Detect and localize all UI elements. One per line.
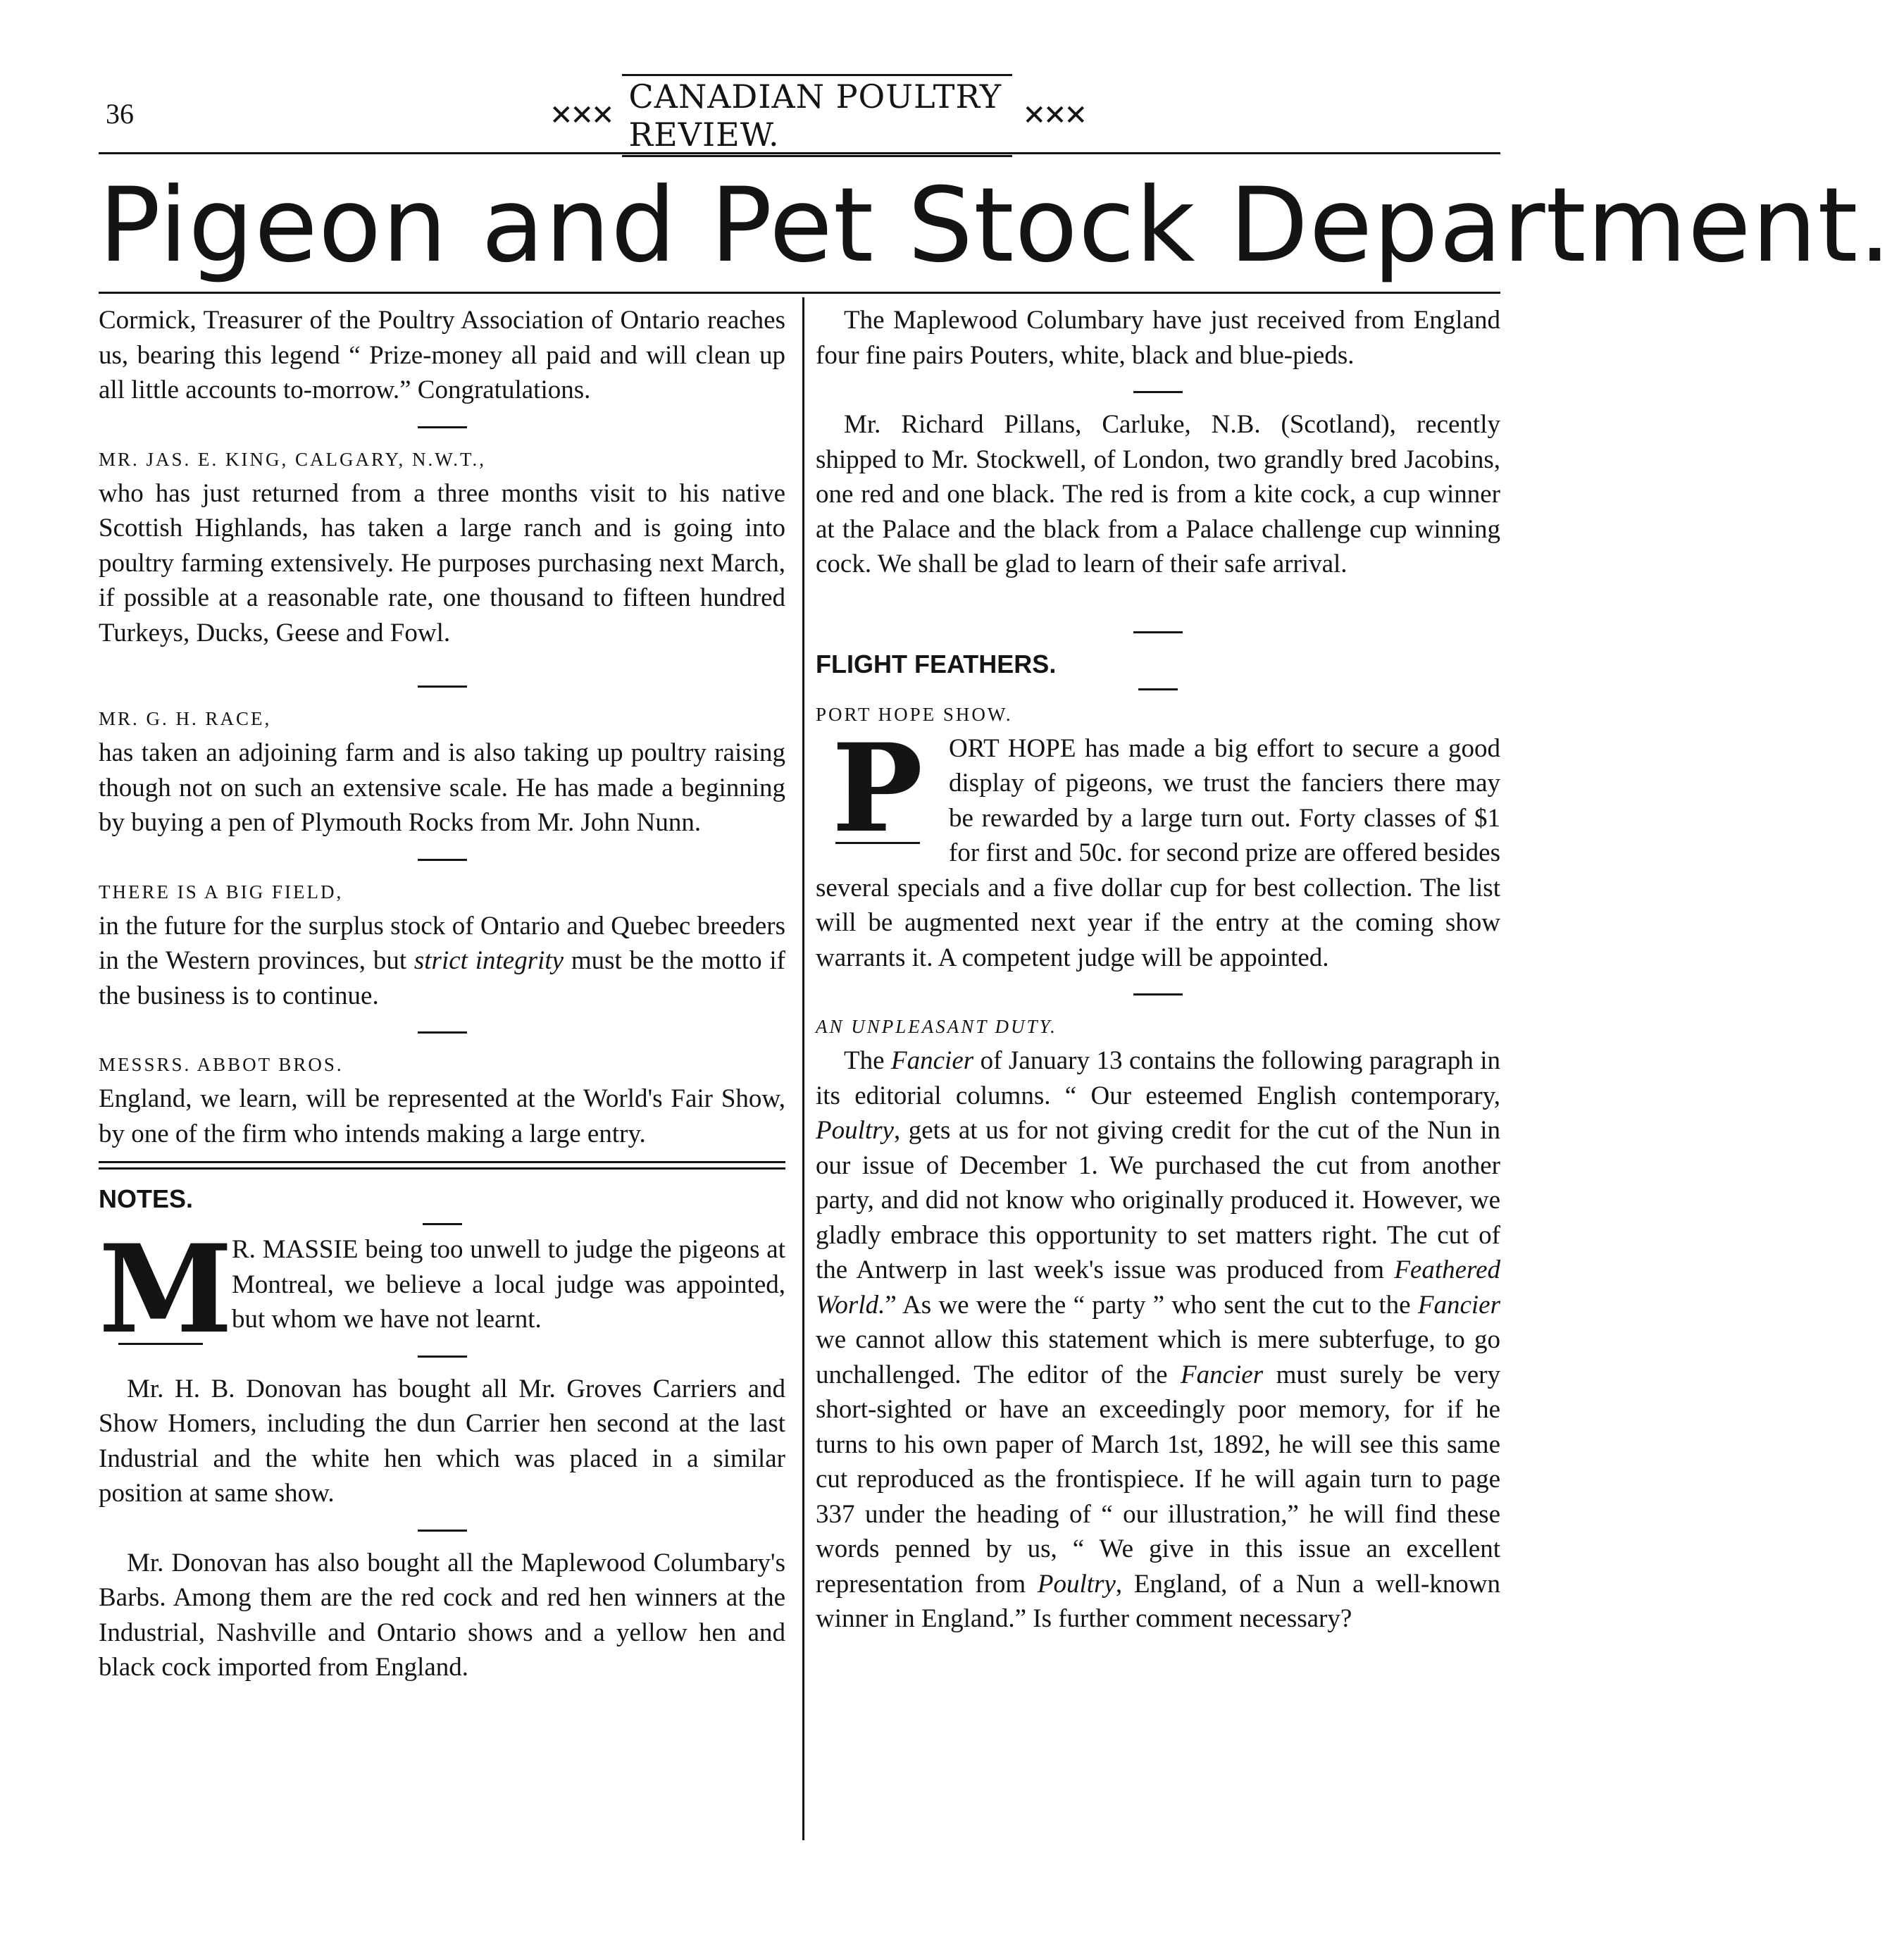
item-body-big-field: in the future for the surplus stock of Ontario and Quebec breeders in the Western provinces, but strict integrity must be the motto if the business is to continue. xyxy=(99,911,785,1010)
separator xyxy=(418,686,467,688)
item-heading-abbot: MESSRS. ABBOT BROS. xyxy=(99,1054,344,1075)
paragraph-unpleasant-duty: The Fancier of January 13 contains the following paragraph in its editorial columns. “ Our esteemed English contemporary, Poultry, gets at us for not giving credit for the cut of the Nun in our issue of December 1. We purchased the cut from another party, and did not know who originally produced it. However, we gladly embrace this opportunity to set matters right. The cut of the Antwerp in last week's issue was produced from Feathered World.” As we were the “ party ” who sent the cut to the Fancier we cannot allow this statement which is mere subterfuge, to go unchallenged. The editor of the Fancier must surely be very short-sighted or have an exceedingly poor memory, for if he turns to his own paper of March 1st, 1892, he will see this same cut reproduced as the frontispiece. If he will again turn to page 337 under the heading of “ our illustration,” he will find these words penned by us, “ We give in this issue an excellent representation from Poultry, England, of a Nun a well-known winner in England.” Is further comment necessary? xyxy=(816,1046,1500,1633)
left-column xyxy=(99,303,785,1685)
masthead-ornament-right: ✕✕✕ xyxy=(1022,99,1085,132)
separator xyxy=(1133,631,1183,633)
item-body-abbot: England, we learn, will be represented at the World's Fair Show, by one of the firm who intends making a large entry. xyxy=(99,1084,785,1148)
masthead xyxy=(549,77,1085,154)
header-top-rule xyxy=(99,152,1500,154)
separator xyxy=(418,426,467,428)
separator xyxy=(1133,993,1183,995)
department-title: Pigeon and Pet Stock Department. xyxy=(99,166,1892,285)
port-hope-heading: PORT HOPE SHOW. xyxy=(816,703,1013,725)
masthead-title: CANADIAN POULTRY REVIEW. xyxy=(622,74,1013,157)
header-bottom-rule xyxy=(99,292,1500,294)
item-heading-king: MR. JAS. E. KING, CALGARY, N.W.T., xyxy=(99,448,487,470)
masthead-ornament-left: ✕✕✕ xyxy=(549,99,612,132)
separator xyxy=(418,859,467,861)
item-body-race: has taken an adjoining farm and is also taking up poultry raising though not on such an extensive scale. He has made a beginning by buying a pen of Plymouth Rocks from Mr. John Nunn. xyxy=(99,738,785,837)
paragraph-pillans: Mr. Richard Pillans, Carluke, N.B. (Scotland), recently shipped to Mr. Stockwell, of London, two grandly bred Jacobins, one red and one black. The red is from a kite cock, a cup winner at the Palace and the black from a Palace challenge cup winning cock. We shall be glad to learn of their safe arrival. xyxy=(816,410,1500,578)
paragraph-port-hope: ORT HOPE has made a big effort to secure a good display of pigeons, we trust the fanciers there may be rewarded by a large turn out. Forty classes of $1 for first and 50c. for second prize are offered besides several specials and a five dollar cup for best collection. The list will be augmented next year if the entry at the coming show warrants it. A competent judge will be appointed. xyxy=(816,733,1500,972)
notes-paragraph-donovan: Mr. H. B. Donovan has bought all Mr. Groves Carriers and Show Homers, including the dun Carrier hen second at the last Industrial and the white hen which was placed in a similar position at same show. xyxy=(99,1374,785,1508)
notes-heading: NOTES. xyxy=(99,1184,194,1213)
separator xyxy=(423,1223,462,1225)
separator xyxy=(1138,688,1178,690)
notes-paragraph-massie: R. MASSIE being too unwell to judge the pigeons at Montreal, we believe a local judge was appointed, but whom we have not learnt. xyxy=(232,1235,785,1334)
continuation-paragraph: Cormick, Treasurer of the Poultry Association of Ontario reaches us, bearing this legend “ Prize-money all paid and will clean up all little accounts to-morrow.” Congratulations. xyxy=(99,306,785,404)
column-divider xyxy=(802,297,804,1840)
separator xyxy=(418,1530,467,1532)
separator xyxy=(1133,391,1183,393)
separator xyxy=(418,1356,467,1358)
dropcap-p: P xyxy=(816,736,939,847)
item-heading-big-field: THERE IS A BIG FIELD, xyxy=(99,881,344,903)
paragraph-maplewood-pouters: The Maplewood Columbary have just received from England four fine pairs Pouters, white, black and blue-pieds. xyxy=(816,306,1500,370)
item-heading-race: MR. G. H. RACE, xyxy=(99,708,272,729)
unpleasant-duty-heading: AN UNPLEASANT DUTY. xyxy=(816,1016,1057,1037)
right-column xyxy=(816,303,1500,1637)
notes-first-item xyxy=(99,1217,785,1360)
port-hope-item xyxy=(816,716,1500,976)
separator xyxy=(418,1031,467,1034)
flight-feathers-heading: FLIGHT FEATHERS. xyxy=(816,649,1057,678)
page-number: 36 xyxy=(106,98,134,130)
dropcap-m: M xyxy=(99,1217,233,1360)
item-body-king: who has just returned from a three months visit to his native Scottish Highlands, has taken a large ranch and is going into poultry farming extensively. He purposes purchasing next March, if possible at a reasonable rate, one thousand to fifteen hundred Turkeys, Ducks, Geese and Fowl. xyxy=(99,478,785,647)
double-rule xyxy=(99,1161,785,1170)
notes-paragraph-barbs: Mr. Donovan has also bought all the Maplewood Columbary's Barbs. Among them are the red cock and red hen winners at the Industrial, Nashville and Ontario shows and a yellow hen and black cock imported from England. xyxy=(99,1548,785,1682)
